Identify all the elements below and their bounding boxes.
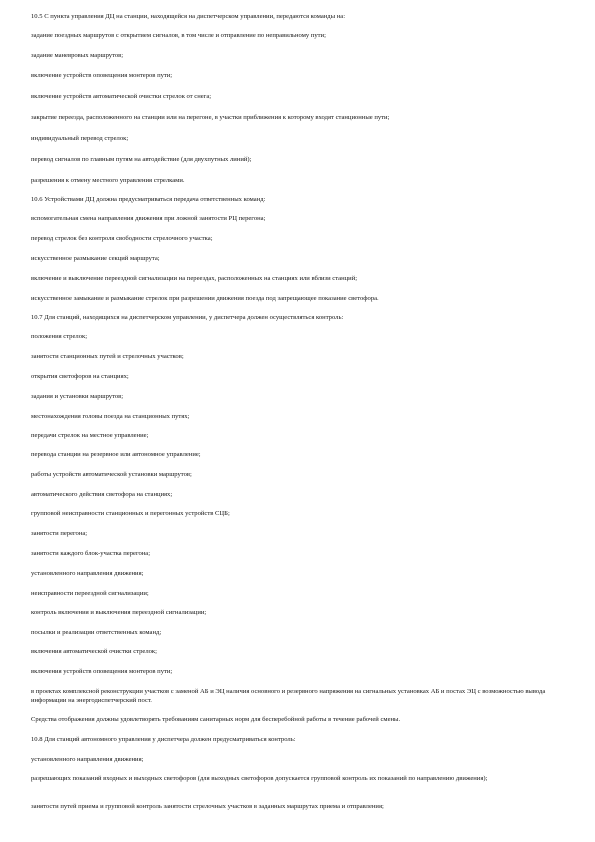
paragraph: контроль включения и выключения переездной сигнализации; (31, 609, 207, 616)
paragraph: включение устройств оповещения монтеров пути; (31, 72, 173, 79)
paragraph: перевод стрелок без контроля свободности стрелочного участка; (31, 235, 213, 242)
paragraph: 10.6 Устройствами ДЦ должна предусматриваться передача ответственных команд: (31, 196, 266, 203)
paragraph: включения автоматической очистки стрелок; (31, 648, 157, 655)
paragraph: 10.7 Для станций, находящихся на диспетчерском управлении, у диспетчера должен осуществляться контроль: (31, 314, 344, 321)
paragraph: неисправности переездной сигнализации; (31, 590, 149, 597)
paragraph: задание поездных маршрутов с открытием сигналов, в том числе и отправление по неправильному пути; (31, 32, 326, 39)
paragraph: местонахождения головы поезда на станционных путях; (31, 413, 190, 420)
paragraph: автоматического действия светофора на станциях; (31, 491, 173, 498)
paragraph: включение и выключение переездной сигнализации на переездах, расположенных на станциях или вблизи станций; (31, 275, 358, 282)
paragraph: искусственное замыкание и размыкание стрелок при разрешении движения поезда под запрещающее показание светофора. (31, 295, 379, 302)
paragraph: занятости путей приема и групповой контроль занятости стрелочных участков в заданных маршрутах приема и отправления; (31, 803, 384, 810)
paragraph: работы устройств автоматической установки маршрутов; (31, 471, 192, 478)
paragraph: групповой неисправности станционных и перегонных устройств СЦБ; (31, 510, 230, 517)
paragraph: задание маневровых маршрутов; (31, 52, 124, 59)
paragraph: задания и установки маршрутов; (31, 393, 124, 400)
paragraph: передачи стрелок на местное управление; (31, 432, 149, 439)
paragraph: включение устройств автоматической очистки стрелок от снега; (31, 93, 212, 100)
paragraph: установленного направления движения; (31, 756, 144, 763)
paragraph: Средства отображения должны удовлетворять требованиям санитарных норм для бесперебойной работы в течение рабочей смены. (31, 716, 401, 723)
paragraph: установленного направления движения; (31, 570, 144, 577)
paragraph: искусственное размыкание секций маршрута; (31, 255, 160, 262)
paragraph: положения стрелок; (31, 333, 88, 340)
paragraph: занятости перегона; (31, 530, 88, 537)
paragraph: посылки и реализации ответственных команд; (31, 629, 162, 636)
paragraph: перевод сигналов по главным путям на автодействие (для двухпутных линий); (31, 156, 252, 163)
paragraph: открытия светофоров на станциях; (31, 373, 129, 380)
paragraph: 10.8 Для станций автономного управления у диспетчера должен предусматриваться контроль: (31, 736, 296, 743)
paragraph: в проектах комплексной реконструкции участков с заменой АБ и ЭЦ наличия основного и резервного напряжения на сигнальных установках АБ и постах ЭЦ с возможностью вывода информации на энергодиспетчерский пост. (31, 688, 546, 704)
paragraph: включения устройств оповещения монтеров пути; (31, 668, 173, 675)
paragraph: занятости станционных путей и стрелочных участков; (31, 353, 184, 360)
paragraph: занятости каждого блок-участка перегона; (31, 550, 151, 557)
paragraph: 10.5 С пункта управления ДЦ на станции, находящейся на диспетчерском управлении, передаются команды на: (31, 13, 346, 20)
paragraph: перевода станции на резервное или автономное управление; (31, 451, 201, 458)
paragraph: разрешающих показаний входных и выходных светофоров (для выходных светофоров допускается групповой контроль их показаний по направлению движения); (31, 775, 488, 782)
paragraph: разрешения к отмену местного управления стрелками. (31, 177, 185, 184)
paragraph: закрытие переезда, расположенного на станции или на перегоне, в участки приближения к которому входят станционные пути; (31, 114, 390, 121)
paragraph: вспомогательная смена направления движения при ложной занятости РЦ перегона; (31, 215, 266, 222)
paragraph: индивидуальный перевод стрелок; (31, 135, 129, 142)
